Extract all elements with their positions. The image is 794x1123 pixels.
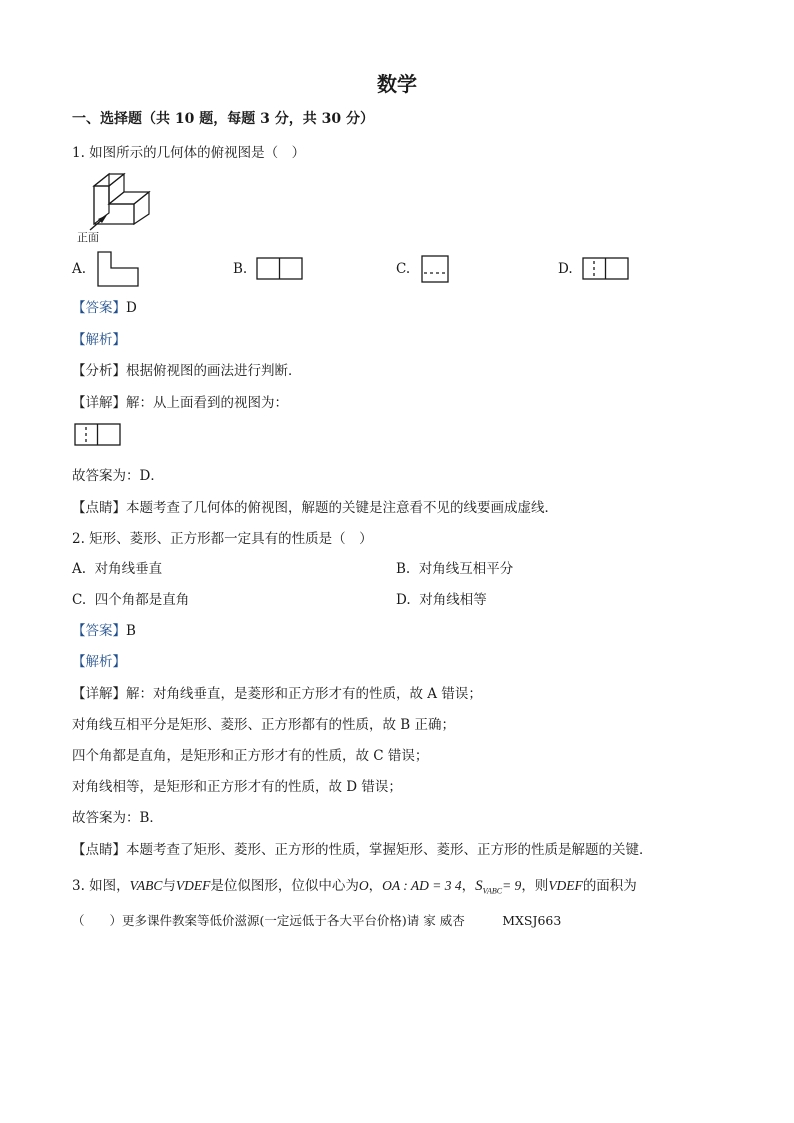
- q1-option-c-label: C.: [396, 261, 411, 277]
- q1-option-c-shape: [421, 255, 449, 283]
- q2-conclusion: 故答案为：B．: [72, 810, 163, 826]
- q1-option-d-shape: [582, 257, 629, 280]
- document-title: 数学: [377, 72, 417, 96]
- section-header: 一、选择题（共 10 题，每题 3 分，共 30 分）: [72, 111, 374, 127]
- question-3-stem: 3. 如图，VABC与VDEF是位似图形，位似中心为O，OA : AD = 3 4，$S_{VABC}= 9$，则VDEF的面积为: [72, 878, 637, 896]
- q1-option-a-shape: [97, 251, 139, 287]
- q1-option-b-shape: [256, 257, 303, 280]
- q1-analysis-tag: 【解析】: [72, 332, 126, 348]
- q2-detail-line-2: 对角线互相平分是矩形、菱形、正方形都有的性质，故 B 正确；: [72, 717, 456, 733]
- q1-detail: 【详解】解：从上面看到的视图为：: [72, 395, 288, 411]
- q2-detail-line-1: 【详解】解：对角线垂直，是菱形和正方形才有的性质，故 A 错误；: [72, 686, 482, 702]
- q2-detail-line-4: 对角线相等，是矩形和正方形才有的性质，故 D 错误；: [72, 779, 402, 795]
- q2-answer: 【答案】B: [72, 623, 136, 639]
- q1-comment: 【点睛】本题考查了几何体的俯视图，解题的关键是注意看不见的线要画成虚线．: [72, 500, 558, 516]
- q2-option-d: D. 对角线相等: [396, 592, 487, 608]
- q1-top-view-figure: [74, 423, 121, 446]
- q1-option-d-label: D.: [558, 261, 573, 277]
- q2-option-a: A. 对角线垂直: [72, 561, 163, 577]
- q2-comment: 【点睛】本题考查了矩形、菱形、正方形的性质，掌握矩形、菱形、正方形的性质是解题的关键．: [72, 842, 653, 858]
- q1-conclusion: 故答案为：D．: [72, 468, 164, 484]
- q1-front-label: 正面: [77, 231, 99, 244]
- q2-detail-line-3: 四个角都是直角，是矩形和正方形才有的性质，故 C 错误；: [72, 748, 429, 764]
- q2-option-b: B. 对角线互相平分: [396, 561, 514, 577]
- question-1-stem: 1. 如图所示的几何体的俯视图是（ ）: [72, 145, 306, 161]
- question-3-line-2: （ ）更多课件教案等低价滋源(一定远低于各大平台价格)请 家 威杏 MXSJ663: [72, 913, 562, 928]
- q1-option-b-label: B.: [233, 261, 248, 277]
- q2-analysis-tag: 【解析】: [72, 654, 126, 670]
- q1-answer: 【答案】D: [72, 300, 137, 316]
- question-2-stem: 2. 矩形、菱形、正方形都一定具有的性质是（ ）: [72, 531, 373, 547]
- q1-fenxi: 【分析】根据俯视图的画法进行判断．: [72, 363, 302, 379]
- q1-option-a-label: A.: [72, 261, 87, 277]
- q2-option-c: C. 四个角都是直角: [72, 592, 190, 608]
